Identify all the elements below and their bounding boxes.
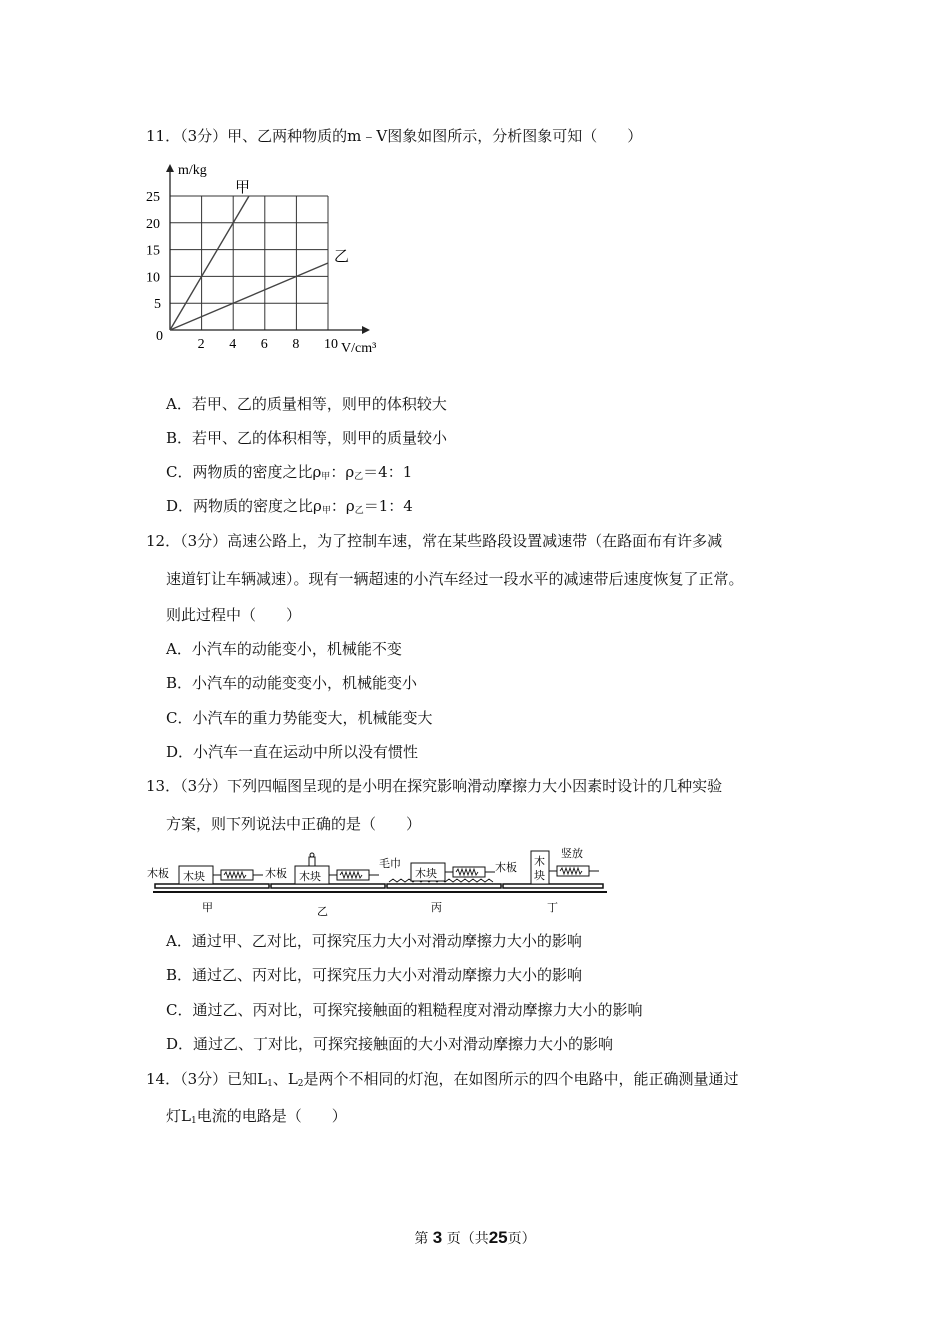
x-tick-label: 4: [229, 337, 237, 352]
board: [155, 884, 269, 888]
y-axis-arrow-icon: [166, 164, 174, 172]
q12-stem-line-1: 12．（3分）高速公路上，为了控制车速，常在某些路段设置减速带（在路面布有许多减: [146, 532, 723, 550]
board: [271, 884, 385, 888]
q12-stem-line-2: 速道钉让车辆减速）。现有一辆超速的小汽车经过一段水平的减速带后速度恢复了正常。: [166, 570, 744, 588]
q11-option-a: A．若甲、乙的质量相等，则甲的体积较大: [166, 395, 447, 413]
y-tick-label: 5: [154, 297, 161, 313]
series-line-yi: [170, 263, 328, 330]
y-tick-label: 20: [146, 216, 160, 232]
q11-stem: 11．（3分）甲、乙两种物质的m﹣V图象如图所示，分析图象可知（ ）: [146, 127, 643, 145]
series-line-jia: [170, 196, 249, 330]
svg-text:丙: 丙: [431, 901, 442, 914]
q13-option-b: B．通过乙、丙对比，可探究压力大小对滑动摩擦力大小的影响: [166, 966, 583, 984]
svg-text:木块: 木块: [299, 870, 321, 883]
q14-stem-line-1: 14．（3分）已知$L_1$、$L_2$是两个不相同的灯泡，在如图所示的四个电路中，能正确测量通过: [146, 1070, 739, 1089]
x-axis-label: V/cm³: [341, 341, 377, 356]
series-label-yi: 乙: [334, 249, 350, 265]
svg-text:丁: 丁: [547, 901, 558, 914]
panel-ding: [495, 846, 607, 914]
panel-caption: 甲: [202, 901, 213, 914]
q13-option-c: C．通过乙、丙对比，可探究接触面的粗糙程度对滑动摩擦力大小的影响: [166, 1001, 643, 1019]
x-tick-label: 2: [197, 337, 205, 352]
x-tick-label: 6: [260, 337, 268, 352]
q12-option-a: A．小汽车的动能变小，机械能不变: [166, 640, 402, 658]
panel-jia: [147, 866, 273, 914]
q13-stem-line-1: 13．（3分）下列四幅图呈现的是小明在探究影响滑动摩擦力大小因素时设计的几种实验: [146, 777, 723, 795]
q13-option-a: A．通过甲、乙对比，可探究压力大小对滑动摩擦力大小的影响: [166, 932, 582, 950]
q12-stem-line-3: 则此过程中（ ）: [166, 606, 302, 624]
q11-option-c: C．两物质的密度之比$\rho_甲$：$\rho_乙=4$：1: [166, 463, 413, 482]
q13-friction-figure: [145, 845, 615, 925]
upright-note: 竖放: [561, 847, 583, 860]
q12-option-b: B．小汽车的动能变变小，机械能变小: [166, 674, 418, 692]
page-footer: 第 3 页（共25页）: [414, 1228, 536, 1247]
x-axis-arrow-icon: [362, 326, 370, 334]
origin-label: 0: [156, 329, 163, 344]
q11-option-b: B．若甲、乙的体积相等，则甲的质量较小: [166, 429, 448, 447]
svg-text:木板: 木板: [495, 861, 517, 874]
panel-bing: [379, 856, 505, 914]
y-axis-label: m/kg: [178, 163, 207, 178]
board-label: 木板: [147, 867, 169, 880]
panel-yi: [265, 853, 389, 918]
svg-text:乙: 乙: [317, 905, 328, 918]
q13-stem-line-2: 方案，则下列说法中正确的是（ ）: [166, 815, 422, 833]
q12-option-c: C．小汽车的重力势能变大，机械能变大: [166, 709, 433, 727]
x-tick-label: 10: [324, 337, 338, 352]
q12-option-d: D．小汽车一直在运动中所以没有惯性: [166, 743, 419, 761]
y-tick-label: 15: [146, 243, 160, 259]
y-tick-label: 25: [146, 190, 160, 205]
y-tick-label: 10: [146, 270, 160, 286]
svg-text:木板: 木板: [265, 867, 287, 880]
page-number: 3: [432, 1228, 443, 1247]
svg-text:块: 块: [534, 869, 545, 882]
q11-mv-graph: [140, 160, 400, 360]
q14-stem-line-2: 灯$L_1$电流的电路是（ ）: [166, 1107, 347, 1126]
page-total: 25: [488, 1228, 508, 1247]
weight: [309, 857, 315, 866]
board: [387, 884, 501, 888]
series-label-jia: 甲: [235, 180, 251, 196]
svg-text:木块: 木块: [183, 870, 205, 883]
board: [503, 884, 603, 888]
q13-option-d: D．通过乙、丁对比，可探究接触面的大小对滑动摩擦力大小的影响: [166, 1035, 614, 1053]
svg-text:木: 木: [534, 855, 545, 868]
svg-text:毛巾: 毛巾: [379, 857, 401, 870]
x-tick-label: 8: [292, 337, 300, 352]
svg-text:木块: 木块: [415, 867, 437, 880]
q11-option-d: D．两物质的密度之比$\rho_甲$：$\rho_乙=1$：4: [166, 497, 413, 516]
